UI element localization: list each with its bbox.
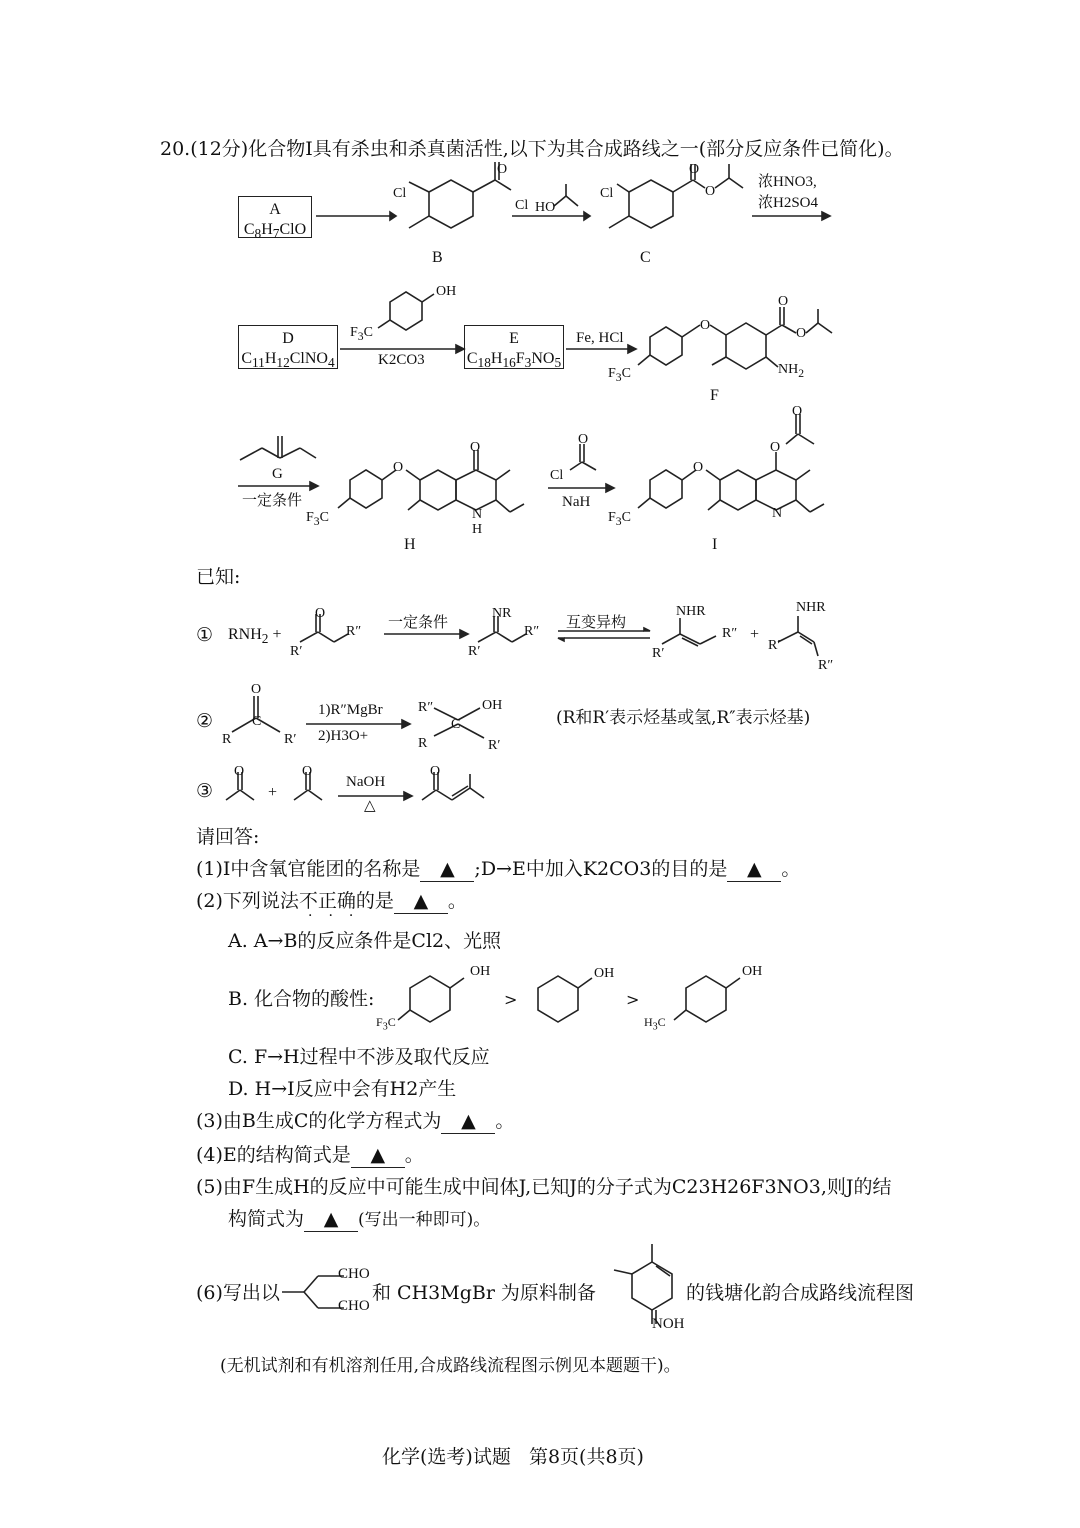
q6-noh-label: NOH	[652, 1316, 685, 1332]
h-o-label: O	[393, 460, 404, 475]
b-cl2-label: Cl	[515, 198, 529, 213]
q2-answer-blank[interactable]: ▲	[394, 890, 448, 914]
question-5-line-1: (5)由F生成H的反应中可能生成中间体J,已知J的分子式为C23H26F3NO3,则J的结	[196, 1176, 892, 1198]
known-r2-note: (R和R′表示烃基或氢,R″表示烃基)	[556, 708, 811, 728]
question-4	[196, 1144, 424, 1168]
known-r1-arrow	[384, 630, 468, 640]
i-n-label: N	[772, 506, 783, 521]
compound-b-label: B	[432, 249, 443, 266]
known-r1-eq-arrow	[558, 628, 650, 642]
reagent-d-e: K2CO3	[378, 352, 425, 368]
r2-prod-r-label: R	[418, 736, 428, 751]
r3-plus: +	[268, 784, 278, 801]
r1-o-label: O	[315, 606, 326, 621]
r3-prod-o-label: O	[430, 764, 441, 779]
q5-text: 构简式为	[228, 1208, 305, 1230]
option-a: A. A→B的反应条件是Cl2、光照	[228, 930, 502, 952]
q6-part-c: 的钱塘化韵合成路线流程图	[686, 1282, 915, 1304]
known-r3-heat: △	[364, 798, 376, 814]
q4-end: 。	[404, 1144, 424, 1166]
compound-f-label: F	[710, 387, 719, 404]
known-r3-acetone-b	[290, 768, 340, 808]
compound-a-label: A	[269, 201, 281, 218]
h-nh-label: N H	[472, 507, 483, 538]
q6-cho-bottom: CHO	[338, 1298, 370, 1314]
phenol-oh-label: OH	[436, 284, 457, 299]
emphasis-dots: ···	[308, 908, 370, 924]
r2-r-label: R	[222, 732, 232, 747]
acidity-cf3-label: $F_3C$	[376, 1015, 396, 1033]
b-o-label: O	[497, 162, 508, 177]
acidity-cresol-oh-label: OH	[742, 964, 763, 979]
c-o-label: O	[689, 162, 700, 177]
known-r3-num: ③	[196, 780, 214, 802]
questions-intro: 请回答:	[196, 826, 260, 848]
question-1	[196, 858, 800, 882]
compound-d-box	[238, 325, 338, 369]
question-5-line-2	[228, 1208, 490, 1232]
c-o2-label: O	[705, 184, 716, 199]
r1-nr-label: NR	[492, 606, 512, 621]
acidity-phenol-oh-label: OH	[594, 966, 615, 981]
phenol-cf3-label: $F_3C$	[350, 325, 373, 343]
q2-text: (2)下列说法不正确的是	[196, 890, 394, 912]
r2-o-label: O	[251, 682, 262, 697]
r2-prod-r1-label: R′	[488, 738, 501, 753]
r1-enamineb-nhr-label: NHR	[796, 600, 826, 615]
q3-text: (3)由B生成C的化学方程式为	[196, 1110, 442, 1132]
q1-part-b: ;D→E中加入K2CO3的目的是	[474, 858, 728, 880]
compound-h-label: H	[404, 536, 416, 553]
known-r3-acetone-a	[222, 768, 272, 808]
q1-end: 。	[781, 858, 801, 880]
r2-prod-c-label: C	[451, 717, 461, 732]
q6-part-a: (6)写出以	[196, 1282, 280, 1304]
b-c-ho-label: HO	[535, 200, 556, 215]
compound-d-formula: $C_{11}H_{12}ClNO_4$	[241, 350, 335, 371]
q5-answer-blank[interactable]: ▲	[304, 1208, 358, 1232]
h-cf3-label: $F_3C$	[306, 510, 329, 528]
compound-a-box	[238, 196, 312, 242]
r3-o1-label: O	[234, 764, 245, 779]
known-r2-cond2: 2)H3O+	[318, 728, 369, 744]
r2-prod-r2-label: R″	[418, 700, 434, 715]
arrow-c-d	[752, 212, 832, 222]
r1-plus: +	[750, 626, 760, 643]
compound-a-formula: $C_8H_7ClO$	[243, 221, 307, 242]
acidity-gt-1: >	[504, 990, 518, 1009]
reagent-e-f: Fe, HCl	[576, 330, 624, 346]
q6-part-b: 和 CH3MgBr 为原料制备	[372, 1282, 596, 1304]
acidity-gt-2: >	[626, 990, 640, 1009]
acetyl-o-label: O	[578, 432, 589, 447]
acidity-ch3-label: $H_3C$	[644, 1015, 666, 1033]
i-o-label: O	[693, 460, 704, 475]
r2-r1-label: R′	[284, 732, 297, 747]
compound-c-structure	[595, 170, 765, 250]
known-r1-cond: 一定条件	[388, 613, 449, 631]
known-r1-taut: 互变异构	[566, 613, 627, 631]
c-cl-label: Cl	[600, 186, 614, 201]
compound-e-formula: $C_{18}H_{16}F_3NO_5$	[466, 350, 562, 371]
compound-f-structure	[620, 285, 880, 385]
question-header: 20.(12分)化合物I具有杀虫和杀真菌活性,以下为其合成路线之一(部分反应条件已简化)。	[160, 138, 904, 160]
q4-answer-blank[interactable]: ▲	[351, 1144, 405, 1168]
reagent-c-d-1: 浓HNO3,	[758, 174, 817, 190]
q1-answer-blank-1[interactable]: ▲	[420, 858, 474, 882]
q4-text: (4)E的结构简式是	[196, 1144, 351, 1166]
arrow-h-i	[548, 484, 614, 494]
q1-part-a: (1)I中含氧官能团的名称是	[196, 858, 421, 880]
option-b: B. 化合物的酸性:	[228, 988, 375, 1010]
f-o-label: O	[700, 318, 711, 333]
compound-e-label: E	[509, 330, 519, 347]
r1-r1-label: R′	[290, 644, 303, 659]
i-oac-o-label: O	[770, 440, 781, 455]
i-co-label: O	[792, 404, 803, 419]
arrow-a-b	[316, 212, 396, 222]
r1-imine-r2-label: R″	[524, 624, 540, 639]
q6-part-d: (无机试剂和有机溶剂任用,合成路线流程图示例见本题题干)。	[220, 1356, 681, 1376]
h-co-label: O	[470, 440, 481, 455]
r1-imine-r1-label: R′	[468, 644, 481, 659]
b-cl-label: Cl	[393, 186, 407, 201]
page-footer: 化学(选考)试题 第8页(共8页)	[382, 1446, 644, 1468]
f-co-label: O	[778, 294, 789, 309]
compound-d-label: D	[282, 330, 294, 347]
option-d: D. H→I反应中会有H2产生	[228, 1078, 457, 1100]
acidity-cf3-oh-label: OH	[470, 964, 491, 979]
q3-answer-blank[interactable]: ▲	[441, 1110, 495, 1134]
compound-i-label: I	[712, 536, 718, 553]
r2-c-label: C	[252, 714, 262, 729]
option-c: C. F→H过程中不涉及取代反应	[228, 1046, 490, 1068]
reagent-g-structure	[240, 430, 320, 470]
known-r2-num: ②	[196, 710, 214, 732]
question-3	[196, 1110, 514, 1134]
r1-enamine-r2-label: R″	[722, 626, 738, 641]
compound-c-label: C	[640, 249, 651, 266]
known-r3-cond: NaOH	[346, 774, 386, 790]
known-r1-rnh2: $RNH_2$ +	[228, 626, 282, 647]
r1-r2-label: R″	[346, 624, 362, 639]
q6-cho-top: CHO	[338, 1266, 370, 1282]
i-cf3-label: $F_3C$	[608, 510, 631, 528]
q3-end: 。	[495, 1110, 515, 1132]
reagent-h-i: NaH	[562, 494, 591, 510]
compound-e-box	[464, 325, 564, 369]
r2-prod-oh-label: OH	[482, 698, 503, 713]
f-o2-label: O	[796, 326, 807, 341]
q2-end: 。	[447, 890, 467, 912]
known-title: 已知:	[196, 566, 241, 588]
q5-note: (写出一种即可)。	[358, 1210, 491, 1230]
compound-b-structure	[395, 170, 525, 250]
reagent-c-d-2: 浓H2SO4	[758, 195, 819, 211]
known-r2-cond1: 1)R″MgBr	[318, 702, 383, 718]
r1-enamineb-r1-label: R′	[768, 638, 781, 653]
r1-enamine-nhr-label: NHR	[676, 604, 706, 619]
r1-enamine-r1-label: R′	[652, 646, 665, 661]
f-cf3-label: $F_3C$	[608, 366, 631, 384]
f-nh2-label: $NH_2$	[778, 362, 805, 380]
q1-answer-blank-2[interactable]: ▲	[727, 858, 781, 882]
compound-h-structure	[320, 440, 550, 540]
reagent-g-label: G	[272, 466, 283, 482]
known-r1-num: ①	[196, 624, 214, 646]
reagent-f-h: 一定条件	[242, 491, 303, 509]
acetyl-cl-label: Cl	[550, 468, 564, 483]
r1-enamineb-r2-label: R″	[818, 658, 834, 673]
compound-i-structure	[620, 400, 850, 540]
r3-o2-label: O	[302, 764, 313, 779]
